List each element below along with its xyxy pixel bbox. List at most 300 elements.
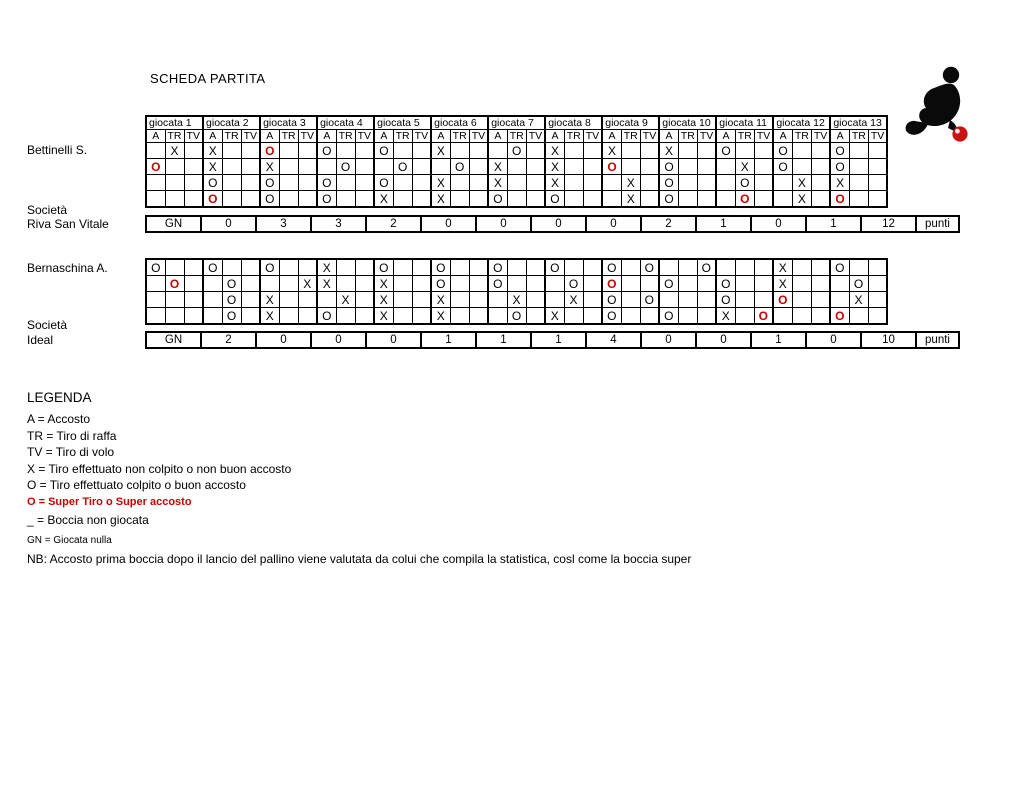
subcol-header-tv: TV — [697, 130, 716, 143]
mark-cell: X — [602, 143, 621, 159]
empty-cell — [450, 191, 469, 208]
score-cell: 1 — [806, 216, 861, 232]
score-cell: 0 — [641, 332, 696, 348]
empty-cell — [773, 191, 792, 208]
empty-cell — [754, 175, 773, 191]
empty-cell — [279, 159, 298, 175]
mark-cell: O — [830, 159, 849, 175]
empty-cell — [583, 292, 602, 308]
empty-cell — [602, 175, 621, 191]
empty-cell — [868, 191, 887, 208]
empty-cell — [393, 276, 412, 292]
score-total-cell: 12 — [861, 216, 916, 232]
subcol-header-tr: TR — [336, 130, 355, 143]
empty-cell — [507, 175, 526, 191]
empty-cell — [564, 159, 583, 175]
marks-table-player1 — [145, 115, 888, 208]
mark-cell: O — [374, 175, 393, 191]
giocata-header: giocata 12 — [773, 116, 830, 130]
mark-cell: X — [830, 175, 849, 191]
empty-cell — [583, 191, 602, 208]
legend-item-accosto: A = Accosto — [27, 412, 91, 427]
mark-cell: X — [317, 276, 336, 292]
empty-cell — [526, 143, 545, 159]
mark-cell: O — [830, 191, 849, 208]
subcol-header-tv: TV — [412, 130, 431, 143]
mark-cell: O — [640, 292, 659, 308]
mark-cell: O — [716, 292, 735, 308]
subcol-header-a: A — [830, 130, 849, 143]
empty-cell — [146, 175, 165, 191]
empty-cell — [678, 143, 697, 159]
empty-cell — [241, 175, 260, 191]
mark-cell: O — [659, 308, 678, 325]
mark-cell: X — [260, 159, 279, 175]
empty-cell — [241, 308, 260, 325]
giocata-header: giocata 2 — [203, 116, 260, 130]
score-cell: 3 — [256, 216, 311, 232]
empty-cell — [222, 143, 241, 159]
empty-cell — [469, 292, 488, 308]
empty-cell — [678, 276, 697, 292]
bocce-player-logo-icon — [898, 64, 976, 146]
empty-cell — [298, 259, 317, 276]
empty-cell — [868, 292, 887, 308]
empty-cell — [849, 143, 868, 159]
mark-cell: O — [602, 276, 621, 292]
empty-cell — [507, 159, 526, 175]
empty-cell — [849, 159, 868, 175]
mark-cell: X — [165, 143, 184, 159]
empty-cell — [260, 276, 279, 292]
empty-cell — [279, 175, 298, 191]
mark-cell: O — [374, 143, 393, 159]
empty-cell — [792, 308, 811, 325]
mark-cell: O — [545, 259, 564, 276]
empty-cell — [507, 259, 526, 276]
mark-cell: O — [260, 143, 279, 159]
giocata-header: giocata 11 — [716, 116, 773, 130]
player1-society-name: Riva San Vitale — [27, 217, 109, 231]
empty-cell — [659, 259, 678, 276]
empty-cell — [697, 175, 716, 191]
empty-cell — [811, 308, 830, 325]
score-cell: 1 — [531, 332, 586, 348]
empty-cell — [412, 175, 431, 191]
empty-cell — [678, 308, 697, 325]
empty-cell — [868, 175, 887, 191]
empty-cell — [792, 159, 811, 175]
subcol-header-tr: TR — [279, 130, 298, 143]
empty-cell — [374, 159, 393, 175]
empty-cell — [735, 308, 754, 325]
empty-cell — [165, 175, 184, 191]
empty-cell — [754, 292, 773, 308]
mark-cell: O — [716, 143, 735, 159]
mark-cell: O — [564, 276, 583, 292]
score-gn-cell: GN — [146, 332, 201, 348]
empty-cell — [298, 292, 317, 308]
mark-cell: O — [165, 276, 184, 292]
empty-cell — [355, 308, 374, 325]
empty-cell — [507, 276, 526, 292]
empty-cell — [450, 175, 469, 191]
subcol-header-tv: TV — [868, 130, 887, 143]
empty-cell — [792, 259, 811, 276]
mark-cell: O — [260, 175, 279, 191]
score-cell: 0 — [476, 216, 531, 232]
empty-cell — [564, 259, 583, 276]
empty-cell — [792, 143, 811, 159]
mark-cell: O — [431, 276, 450, 292]
subcol-header-a: A — [488, 130, 507, 143]
mark-cell: O — [830, 143, 849, 159]
mark-cell: X — [431, 175, 450, 191]
mark-cell: O — [317, 175, 336, 191]
empty-cell — [184, 259, 203, 276]
subcol-header-a: A — [602, 130, 621, 143]
empty-cell — [735, 292, 754, 308]
mark-cell: O — [659, 159, 678, 175]
empty-cell — [393, 308, 412, 325]
score-cell: 4 — [586, 332, 641, 348]
empty-cell — [678, 292, 697, 308]
empty-cell — [241, 143, 260, 159]
mark-cell: X — [374, 292, 393, 308]
giocata-header: giocata 4 — [317, 116, 374, 130]
mark-cell: O — [488, 191, 507, 208]
empty-cell — [450, 308, 469, 325]
subcol-header-tv: TV — [754, 130, 773, 143]
mark-cell: O — [735, 175, 754, 191]
empty-cell — [526, 259, 545, 276]
giocata-header: giocata 6 — [431, 116, 488, 130]
mark-cell: O — [735, 191, 754, 208]
score-cell: 1 — [751, 332, 806, 348]
mark-cell: O — [374, 259, 393, 276]
subcol-header-tr: TR — [165, 130, 184, 143]
mark-cell: X — [849, 292, 868, 308]
empty-cell — [412, 159, 431, 175]
empty-cell — [545, 276, 564, 292]
giocata-header: giocata 7 — [488, 116, 545, 130]
subcol-header-tr: TR — [564, 130, 583, 143]
empty-cell — [564, 143, 583, 159]
subcol-header-tr: TR — [507, 130, 526, 143]
mark-cell: X — [564, 292, 583, 308]
mark-cell: X — [716, 308, 735, 325]
mark-cell: O — [773, 292, 792, 308]
legend-note-nb: NB: Accosto prima boccia dopo il lancio del pallino viene valutata da colui che compila la statistica, cosl come la boccia super — [27, 552, 692, 567]
empty-cell — [336, 308, 355, 325]
empty-cell — [241, 191, 260, 208]
legend-item-gn: GN = Giocata nulla — [27, 534, 112, 546]
mark-cell: X — [317, 259, 336, 276]
empty-cell — [165, 259, 184, 276]
empty-cell — [716, 159, 735, 175]
mark-cell: O — [317, 143, 336, 159]
subcol-header-tr: TR — [393, 130, 412, 143]
subcol-header-tr: TR — [792, 130, 811, 143]
empty-cell — [754, 276, 773, 292]
mark-cell: O — [507, 143, 526, 159]
mark-cell: X — [773, 276, 792, 292]
player1-society-label: Società — [27, 203, 68, 217]
empty-cell — [849, 175, 868, 191]
empty-cell — [393, 292, 412, 308]
mark-cell: O — [317, 308, 336, 325]
empty-cell — [868, 308, 887, 325]
empty-cell — [811, 175, 830, 191]
empty-cell — [222, 175, 241, 191]
subcol-header-tv: TV — [184, 130, 203, 143]
empty-cell — [469, 259, 488, 276]
empty-cell — [868, 259, 887, 276]
subcol-header-tv: TV — [298, 130, 317, 143]
empty-cell — [640, 143, 659, 159]
mark-cell: O — [450, 159, 469, 175]
empty-cell — [526, 191, 545, 208]
empty-cell — [165, 292, 184, 308]
empty-cell — [298, 159, 317, 175]
empty-cell — [184, 159, 203, 175]
empty-cell — [393, 259, 412, 276]
mark-cell: O — [222, 292, 241, 308]
empty-cell — [469, 143, 488, 159]
mark-cell: X — [374, 308, 393, 325]
empty-cell — [412, 191, 431, 208]
score-cell: 1 — [696, 216, 751, 232]
empty-cell — [184, 175, 203, 191]
mark-cell: O — [431, 259, 450, 276]
subcol-header-tr: TR — [678, 130, 697, 143]
mark-cell: X — [431, 292, 450, 308]
mark-cell: O — [716, 276, 735, 292]
empty-cell — [184, 308, 203, 325]
empty-cell — [488, 143, 507, 159]
subcol-header-a: A — [374, 130, 393, 143]
empty-cell — [241, 259, 260, 276]
giocata-header: giocata 13 — [830, 116, 887, 130]
legend-item-volo: TV = Tiro di volo — [27, 445, 115, 460]
page-title: SCHEDA PARTITA — [150, 71, 266, 86]
empty-cell — [526, 308, 545, 325]
score-cell: 0 — [366, 332, 421, 348]
mark-cell: O — [203, 191, 222, 208]
empty-cell — [640, 276, 659, 292]
empty-cell — [241, 292, 260, 308]
player1-marks-table-slot — [145, 115, 888, 208]
subcol-header-a: A — [260, 130, 279, 143]
empty-cell — [146, 292, 165, 308]
empty-cell — [526, 292, 545, 308]
empty-cell — [811, 276, 830, 292]
empty-cell — [355, 191, 374, 208]
empty-cell — [412, 276, 431, 292]
score-cell: 0 — [201, 216, 256, 232]
subcol-header-tr: TR — [735, 130, 754, 143]
subcol-header-tv: TV — [526, 130, 545, 143]
empty-cell — [830, 292, 849, 308]
empty-cell — [811, 259, 830, 276]
mark-cell: X — [621, 175, 640, 191]
empty-cell — [241, 276, 260, 292]
empty-cell — [640, 191, 659, 208]
empty-cell — [336, 175, 355, 191]
empty-cell — [279, 292, 298, 308]
mark-cell: O — [507, 308, 526, 325]
empty-cell — [336, 276, 355, 292]
mark-cell: X — [374, 191, 393, 208]
empty-cell — [222, 159, 241, 175]
empty-cell — [298, 143, 317, 159]
mark-cell: O — [602, 259, 621, 276]
score-cell: 0 — [531, 216, 586, 232]
mark-cell: O — [659, 276, 678, 292]
empty-cell — [469, 159, 488, 175]
giocata-header: giocata 5 — [374, 116, 431, 130]
subcol-header-a: A — [545, 130, 564, 143]
empty-cell — [412, 308, 431, 325]
player2-society-name: Ideal — [27, 333, 54, 347]
bocce-player-logo — [898, 64, 976, 146]
mark-cell: X — [545, 159, 564, 175]
score-cell: 1 — [421, 332, 476, 348]
score-cell: 2 — [201, 332, 256, 348]
score-cell: 0 — [586, 216, 641, 232]
mark-cell: X — [735, 159, 754, 175]
empty-cell — [355, 259, 374, 276]
empty-cell — [640, 175, 659, 191]
empty-cell — [450, 259, 469, 276]
mark-cell: X — [298, 276, 317, 292]
empty-cell — [735, 276, 754, 292]
score-cell: 0 — [311, 332, 366, 348]
empty-cell — [792, 276, 811, 292]
subcol-header-tv: TV — [811, 130, 830, 143]
empty-cell — [279, 191, 298, 208]
subcol-header-tr: TR — [222, 130, 241, 143]
empty-cell — [545, 292, 564, 308]
mark-cell: O — [602, 308, 621, 325]
empty-cell — [317, 292, 336, 308]
empty-cell — [754, 191, 773, 208]
empty-cell — [146, 308, 165, 325]
mark-cell: X — [431, 191, 450, 208]
subcol-header-a: A — [146, 130, 165, 143]
mark-cell: X — [260, 292, 279, 308]
mark-cell: O — [830, 308, 849, 325]
mark-cell: O — [203, 259, 222, 276]
empty-cell — [298, 191, 317, 208]
subcol-header-tv: TV — [583, 130, 602, 143]
subcol-header-tv: TV — [241, 130, 260, 143]
empty-cell — [412, 259, 431, 276]
empty-cell — [336, 143, 355, 159]
mark-cell: O — [830, 259, 849, 276]
mark-cell: O — [773, 143, 792, 159]
mark-cell: O — [222, 276, 241, 292]
score-cell: 0 — [421, 216, 476, 232]
mark-cell: O — [393, 159, 412, 175]
empty-cell — [716, 175, 735, 191]
subcol-header-a: A — [317, 130, 336, 143]
empty-cell — [355, 276, 374, 292]
empty-cell — [184, 276, 203, 292]
giocata-header: giocata 8 — [545, 116, 602, 130]
mark-cell: X — [431, 308, 450, 325]
mark-cell: X — [545, 308, 564, 325]
empty-cell — [640, 308, 659, 325]
subcol-header-a: A — [203, 130, 222, 143]
empty-cell — [355, 159, 374, 175]
mark-cell: O — [659, 191, 678, 208]
empty-cell — [678, 191, 697, 208]
mark-cell: O — [659, 175, 678, 191]
mark-cell: O — [640, 259, 659, 276]
empty-cell — [773, 308, 792, 325]
empty-cell — [697, 143, 716, 159]
empty-cell — [450, 276, 469, 292]
empty-cell — [146, 191, 165, 208]
mark-cell: O — [602, 159, 621, 175]
empty-cell — [203, 292, 222, 308]
mark-cell: X — [374, 276, 393, 292]
legend-item-non-giocata: _ = Boccia non giocata — [27, 512, 149, 527]
mark-cell: X — [336, 292, 355, 308]
mark-cell: O — [260, 191, 279, 208]
empty-cell — [583, 308, 602, 325]
subcol-header-tr: TR — [849, 130, 868, 143]
empty-cell — [564, 175, 583, 191]
empty-cell — [735, 259, 754, 276]
empty-cell — [868, 276, 887, 292]
player1-name: Bettinelli S. — [27, 143, 88, 157]
giocata-header: giocata 3 — [260, 116, 317, 130]
mark-cell: X — [203, 159, 222, 175]
empty-cell — [393, 175, 412, 191]
empty-cell — [165, 308, 184, 325]
mark-cell: O — [488, 276, 507, 292]
empty-cell — [222, 191, 241, 208]
empty-cell — [279, 276, 298, 292]
empty-cell — [203, 308, 222, 325]
player2-score-table-slot — [145, 331, 960, 349]
empty-cell — [697, 159, 716, 175]
empty-cell — [222, 259, 241, 276]
subcol-header-tr: TR — [450, 130, 469, 143]
empty-cell — [241, 159, 260, 175]
score-cell: 0 — [696, 332, 751, 348]
subcol-header-a: A — [431, 130, 450, 143]
giocata-header: giocata 10 — [659, 116, 716, 130]
empty-cell — [412, 143, 431, 159]
score-cell: 0 — [256, 332, 311, 348]
empty-cell — [184, 191, 203, 208]
empty-cell — [735, 143, 754, 159]
empty-cell — [583, 276, 602, 292]
empty-cell — [298, 175, 317, 191]
subcol-header-a: A — [716, 130, 735, 143]
empty-cell — [564, 308, 583, 325]
empty-cell — [697, 276, 716, 292]
empty-cell — [526, 175, 545, 191]
empty-cell — [469, 276, 488, 292]
score-cell: 2 — [366, 216, 421, 232]
mark-cell: O — [754, 308, 773, 325]
player2-marks-table-slot — [145, 258, 888, 325]
score-cell: 3 — [311, 216, 366, 232]
